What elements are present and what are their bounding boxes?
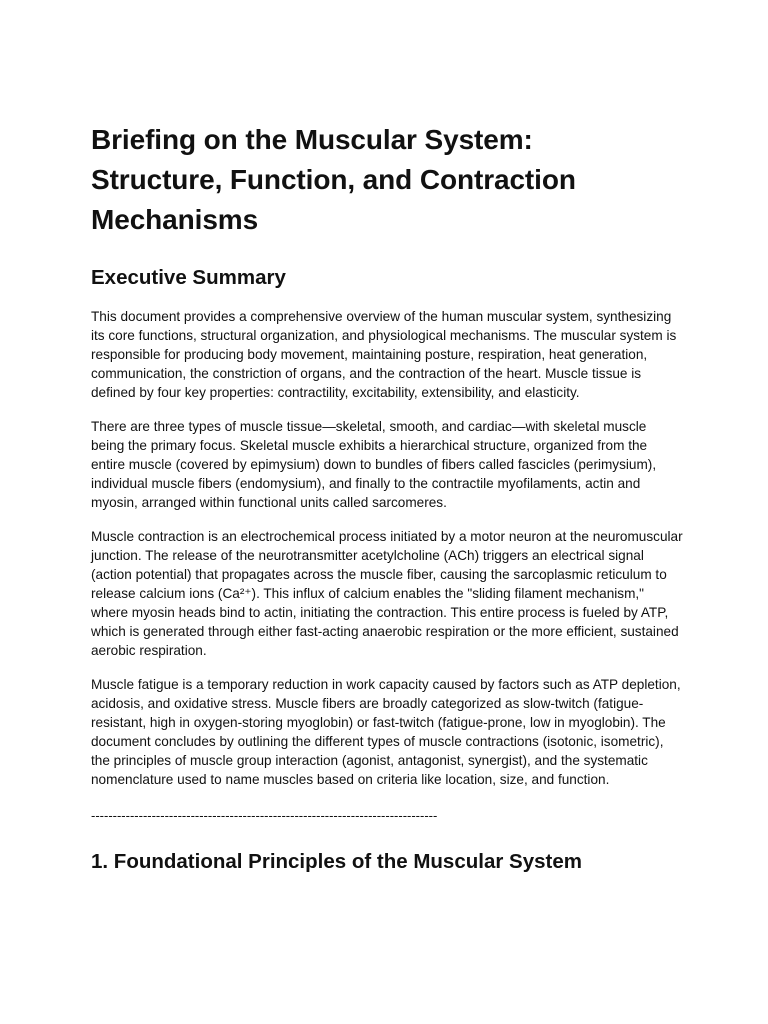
summary-paragraph-4: Muscle fatigue is a temporary reduction in work capacity caused by factors such as ATP depletion, acidosis, and oxidative stress. Muscle fibers are broadly categorized as slow-twitch (fatigue-resistant, high in oxygen-storing myoglobin) or fast-twitch (fatigue-prone, low in myoglobin). The document concludes by outlining the different types of muscle contractions (isotonic, isometric), the principles of muscle group interaction (agonist, antagonist, synergist), and the systematic nomenclature used to name muscles based on criteria like location, size, and function. xyxy=(91,677,681,787)
section-divider: -------------------------------------------------------------------------------- xyxy=(91,808,438,823)
summary-paragraph-1: This document provides a comprehensive overview of the human muscular system, synthesizing its core functions, structural organization, and physiological mechanisms. The muscular system is responsible for producing body movement, maintaining posture, respiration, heat generation, communication, the constriction of organs, and the contraction of the heart. Muscle tissue is defined by four key properties: contractility, excitability, extensibility, and elasticity. xyxy=(91,309,677,400)
title-line-3: Mechanisms xyxy=(91,204,259,235)
summary-paragraph-2: There are three types of muscle tissue—skeletal, smooth, and cardiac—with skeletal muscle being the primary focus. Skeletal muscle exhibits a hierarchical structure, organized from the entire muscle (covered by epimysium) down to bundles of fibers called fascicles (perimysium), individual muscle fibers (endomysium), and finally to the contractile myofilaments, actin and myosin, arranged within functional units called sarcomeres. xyxy=(91,419,657,510)
document-page xyxy=(91,120,683,875)
executive-summary-heading: Executive Summary xyxy=(91,266,286,289)
summary-paragraph-3: Muscle contraction is an electrochemical process initiated by a motor neuron at the neuromuscular junction. The release of the neurotransmitter acetylcholine (ACh) triggers an electrical signal (action potential) that propagates across the muscle fiber, causing the sarcoplasmic reticulum to release calcium ions (Ca²⁺). This influx of calcium enables the "sliding filament mechanism," where myosin heads bind to actin, initiating the contraction. This entire process is fueled by ATP, which is generated through either fast-acting anaerobic respiration or the more efficient, sustained aerobic respiration. xyxy=(91,529,683,658)
section-1-heading: 1. Foundational Principles of the Muscular System xyxy=(91,850,582,873)
title-line-1: Briefing on the Muscular System: xyxy=(91,124,533,155)
title-line-2: Structure, Function, and Contraction xyxy=(91,164,576,195)
document-title xyxy=(91,120,683,240)
